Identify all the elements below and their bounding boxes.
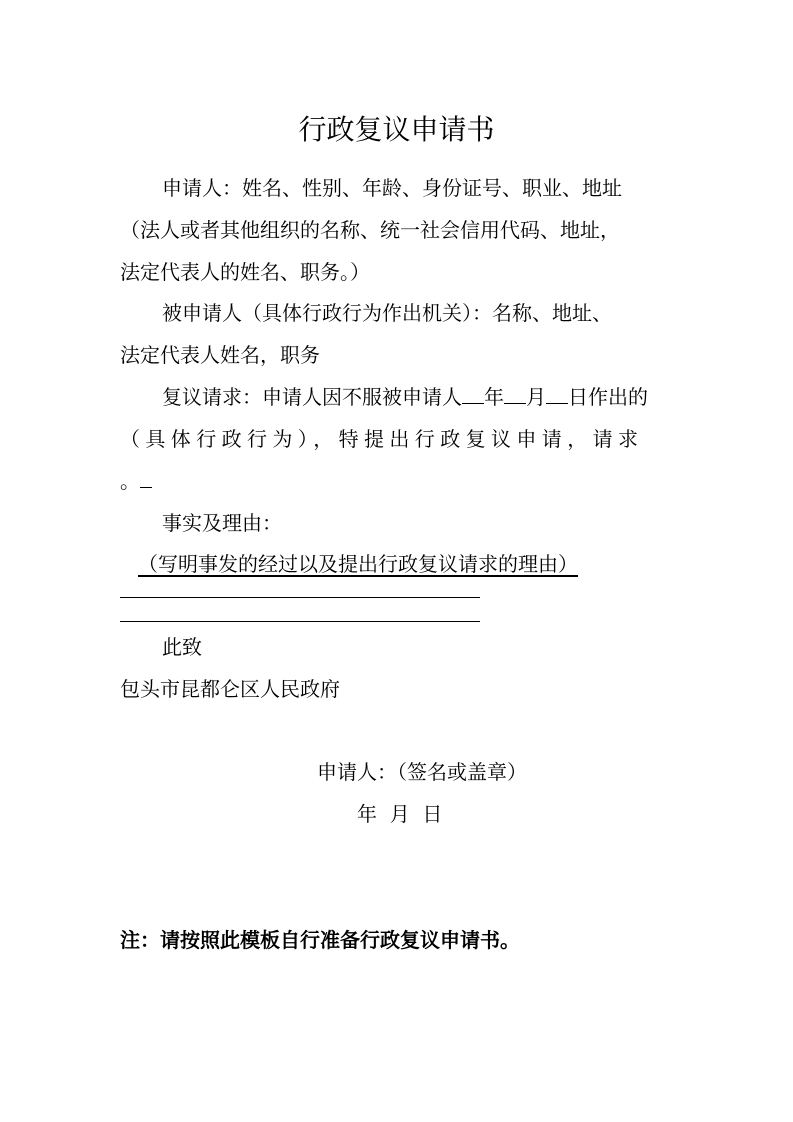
request-day-suffix: 日作出的 <box>568 385 648 409</box>
facts-blank-line-2 <box>120 621 480 622</box>
request-year: 年 <box>484 385 504 409</box>
day-blank <box>546 383 568 404</box>
respondent-line-1: 被申请人（具体行政行为作出机关）：名称、地址、 <box>162 301 612 325</box>
signature-date: 年 月 日 <box>357 802 443 826</box>
request-prefix: 复议请求：申请人因不服被申请人 <box>162 385 462 409</box>
facts-blank-line-1 <box>120 597 480 598</box>
template-note: 注：请按照此模板自行准备行政复议申请书。 <box>120 928 520 952</box>
year-blank <box>462 383 484 404</box>
month-blank <box>504 383 526 404</box>
respondent-line-2: 法定代表人姓名，职务 <box>120 343 320 367</box>
facts-hint: （写明事发的经过以及提出行政复议请求的理由） <box>138 552 578 576</box>
applicant-line-1: 申请人：姓名、性别、年龄、身份证号、职业、地址 <box>162 176 622 200</box>
closing-ci-zhi: 此致 <box>162 635 202 659</box>
request-line-2: （具体行政行为），特提出行政复议申请，请求 <box>120 427 644 451</box>
request-end-mark: 。 <box>120 469 140 493</box>
facts-heading: 事实及理由： <box>162 511 282 535</box>
request-blank <box>140 467 152 488</box>
request-month: 月 <box>526 385 546 409</box>
signature-label: 申请人：（签名或盖章） <box>317 760 527 784</box>
document-title: 行政复议申请书 <box>298 113 495 146</box>
recipient: 包头市昆都仑区人民政府 <box>120 677 340 701</box>
applicant-line-3: 法定代表人的姓名、职务。） <box>120 260 370 284</box>
request-line-3 <box>120 467 152 495</box>
applicant-line-2: （法人或者其他组织的名称、统一社会信用代码、地址， <box>120 218 620 242</box>
request-line-1 <box>162 383 648 411</box>
